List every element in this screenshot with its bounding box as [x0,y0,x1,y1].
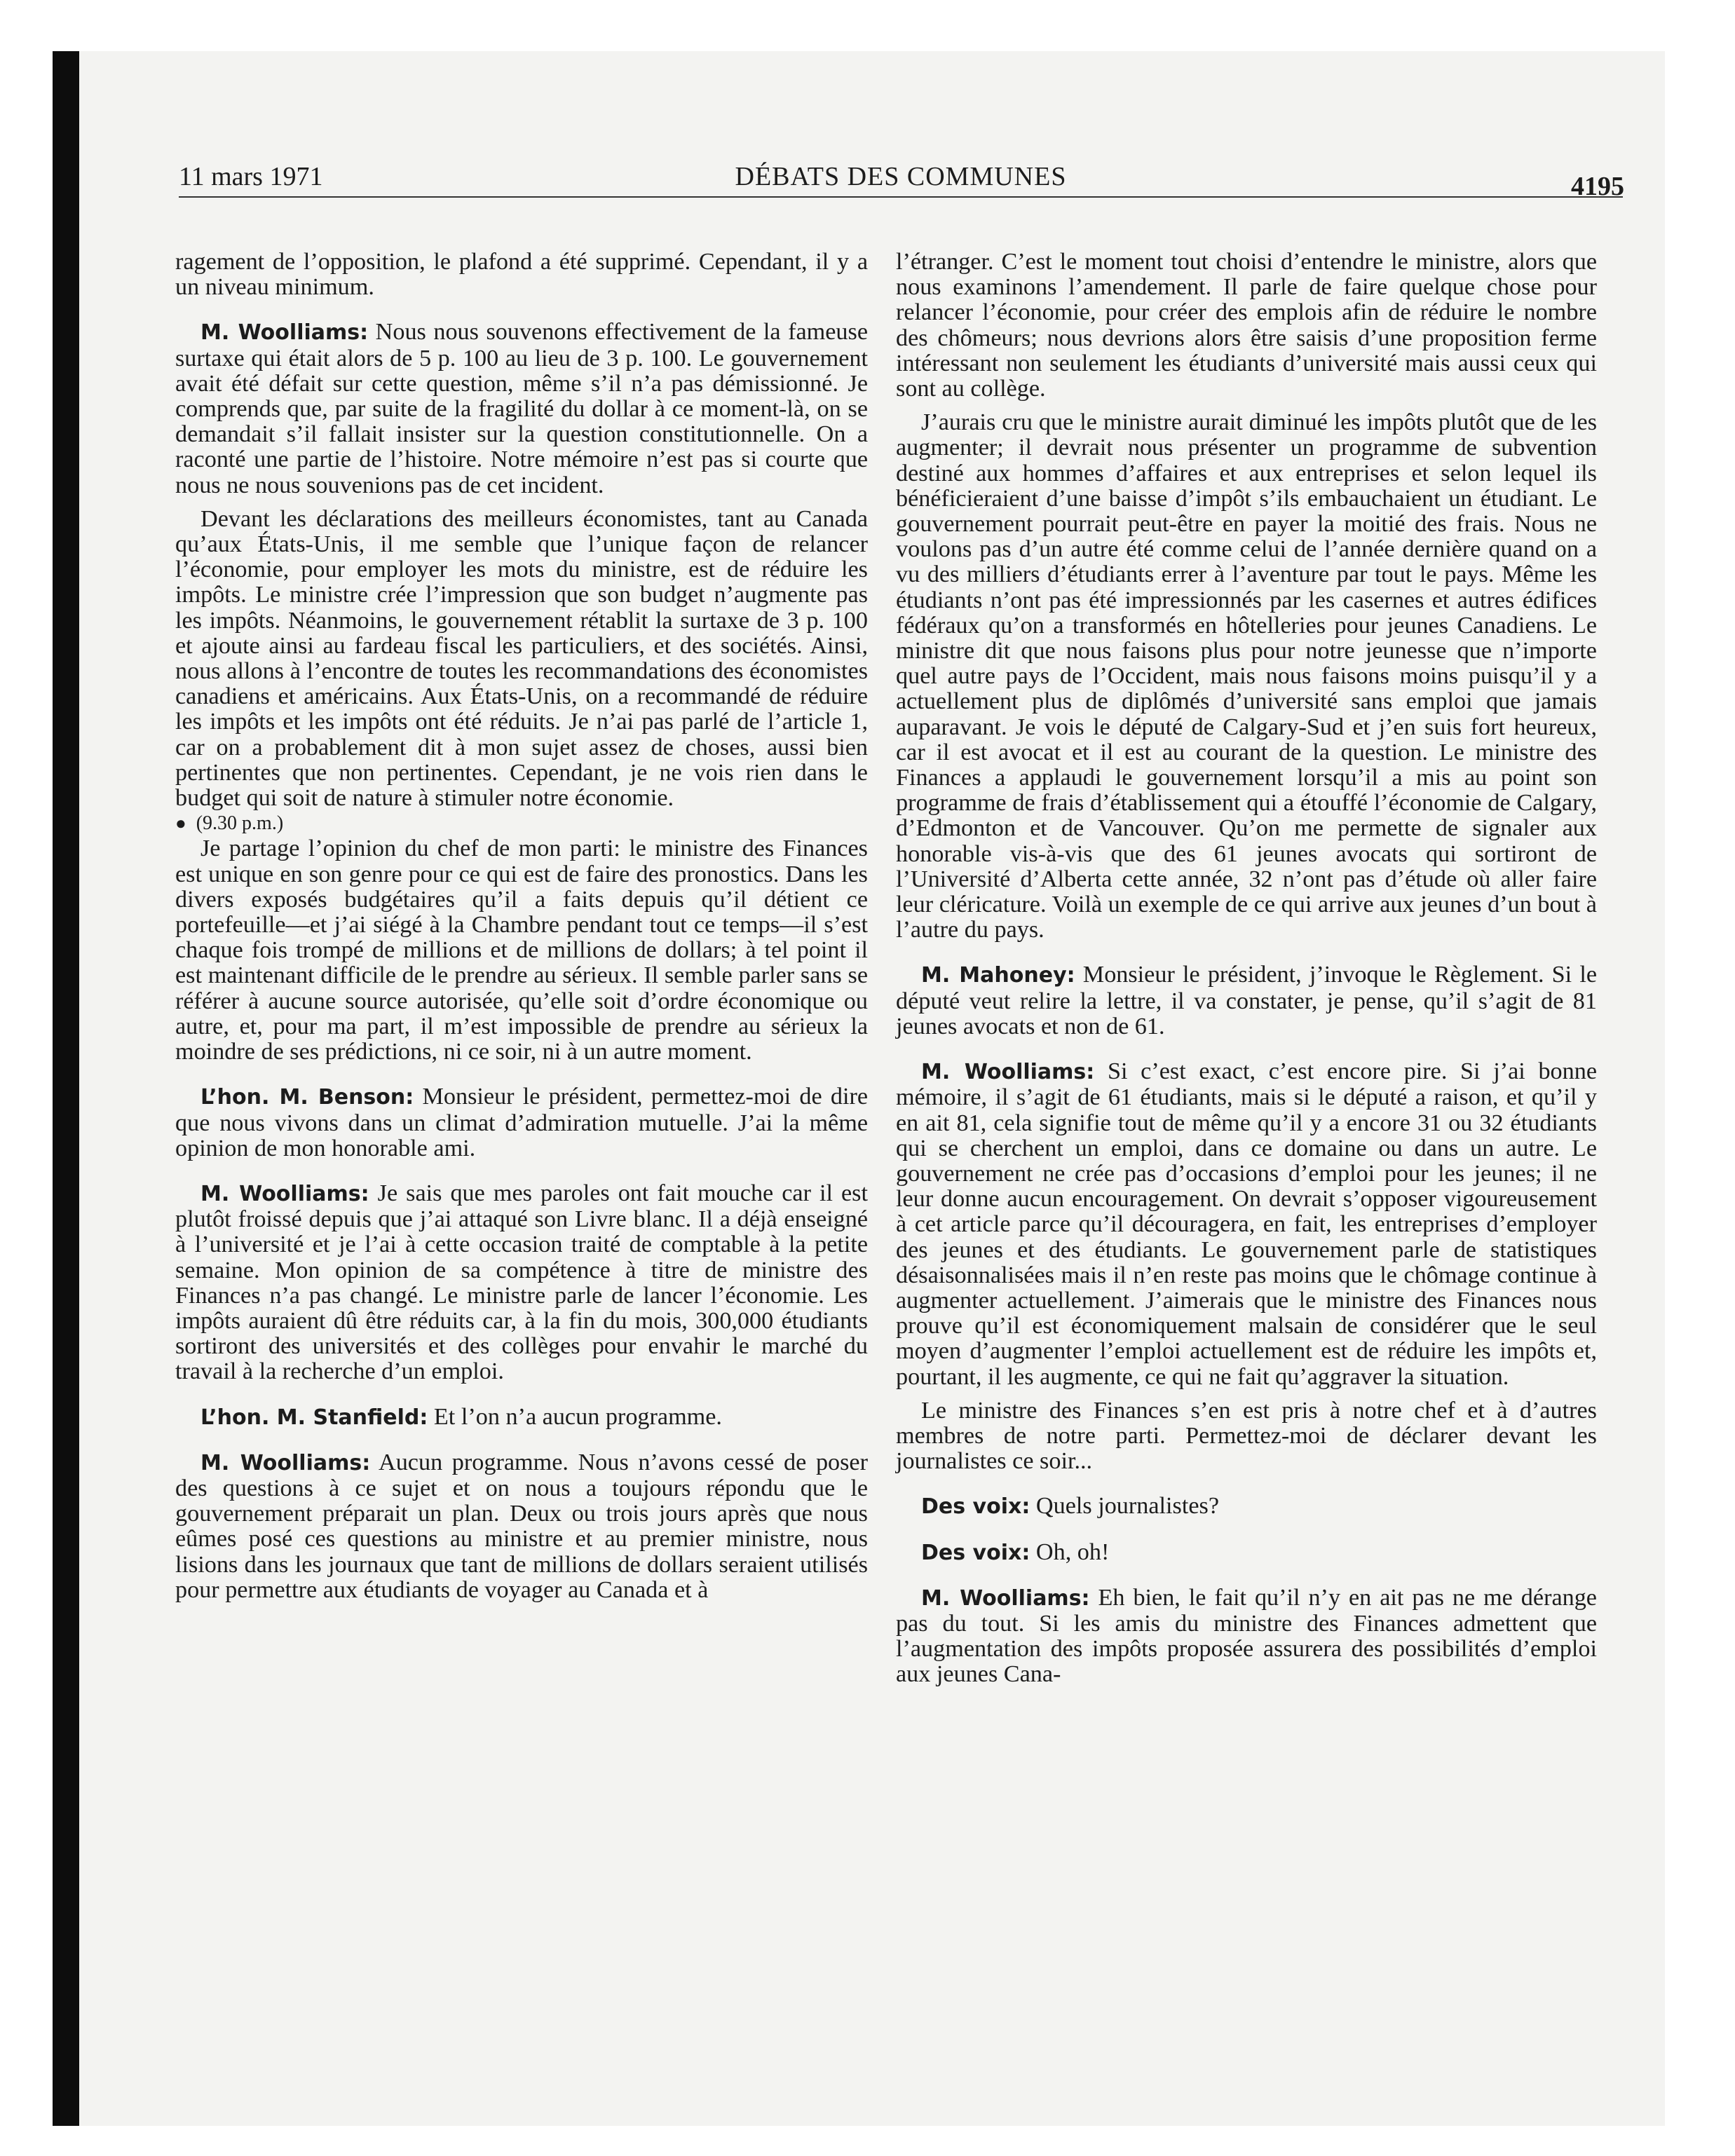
speech-text: Oh, oh! [1035,1538,1110,1565]
speech [175,1450,868,1603]
speech [896,1494,1597,1520]
speaker-name: M. Woolliams: [200,1450,371,1475]
paragraph-text: Le ministre des Finances s’en est pris à notre chef et à d’autres membres de notre parti. Permettez-moi de déclarer devant les journalistes ce soir... [896,1397,1597,1475]
speaker-name: M. Woolliams: [921,1060,1095,1085]
speech [896,1540,1597,1566]
speaker-name: L’hon. M. Stanfield: [200,1405,428,1430]
paragraph [896,410,1597,943]
bullet-icon: ● [175,813,186,834]
speech-text: Si c’est exact, c’est encore pire. Si j’ai bonne mémoire, il s’agit de 61 étudiants, mais si le député a raison, et qu’il y en ait 81, cela signifie tout de même qu’il y a encore 31 ou 32 étudiants qui se cherchent un emploi, dans ce domaine ou dans un autre. Le gouvernement ne crée pas d’occasions d’emploi pour les jeunes; il ne leur donne aucun encouragement. On devrait s’opposer vigoureusement à cet article parce qu’il découragera, en fait, les entreprises d’employer des jeunes et des étudiants. Le gouvernement parle de statistiques désaisonnalisées mais il n’en reste pas moins que le chômage continue à augmenter actuellement. J’aimerais que le ministre des Finances nous prouve qu’il est économiquement malsain de considérer que le seul moyen d’augmenter l’emploi actuellement est de réduire les impôts et, pourtant, il les augmente, ce qui ne fait qu’aggraver la situation. [896,1058,1598,1390]
page-header [179,158,1624,201]
speaker-name: Des voix: [921,1540,1030,1565]
paragraph [896,1398,1597,1475]
speech-text: Aucun programme. Nous n’avons cessé de poser des questions à ce sujet et on nous a toujours répondu que le gouvernement préparait un plan. Deux ou trois jours après que nous eûmes posé ces questions au ministre et au premier ministre, nous lisions dans les journaux que tant de millions de dollars seraient utilisés pour permettre aux étudiants de voyager au Canada et à [175,1449,868,1603]
speaker-name: Des voix: [921,1494,1030,1520]
page-number: 4195 [1571,172,1624,201]
paragraph [175,507,868,811]
speech [175,1181,868,1385]
speech [896,1585,1597,1688]
left-column [175,250,868,1603]
paragraph-text: l’étranger. C’est le moment tout choisi d’entendre le ministre, alors que nous examinons l’amendement. Il parle de faire quelque chose pour relancer l’économie, pour créer des emplois afin de réduire le nombre des chômeurs; nous devrions alors être saisis d’une proposition ferme intéressant non seulement les étudiants d’université mais aussi ceux qui sont au collège. [896,249,1597,402]
speech-text: Monsieur le président, j’invoque le Règlement. Si le député veut relire la lettre, il va constater, je pense, qu’il s’agit de 81 jeunes avocats et non de 61. [896,962,1597,1039]
speech [175,1405,868,1431]
speech [175,1084,868,1161]
paragraph [175,836,868,1065]
speech-text: Je sais que mes paroles ont fait mouche car il est plutôt froissé depuis que j’ai attaqué son Livre blanc. Il a déjà enseigné à l’université et je l’ai à cette occasion traité de comptable à la petite semaine. Mon opinion de sa compétence à titre de ministre des Finances n’a pas changé. Le ministre parle de lancer l’économie. Les impôts auraient dû être réduits car, à la fin du mois, 300,000 étudiants sortiront des universités et des collèges pour envahir le marché du travail à la recherche d’un emploi. [175,1180,868,1385]
speech-text: Eh bien, le fait qu’il n’y en ait pas ne me dérange pas du tout. Si les amis du ministre des Finances admettent que l’augmentation des impôts proposée assurera des possibilités d’emploi aux jeunes Cana- [896,1584,1597,1688]
speaker-name: M. Woolliams: [200,320,369,346]
speech-text: Nous nous souvenons effectivement de la fameuse surtaxe qui était alors de 5 p. 100 au lieu de 3 p. 100. Le gouvernement avait été défait sur cette question, même s’il n’a pas démissionné. Je comprends que, par suite de la fragilité du dollar à ce moment-là, on se demandait s’il fallait insister sur la question constitutionnelle. On a raconté une partie de l’histoire. Notre mémoire n’est pas si courte que nous ne nous souvenions pas de cet incident. [175,319,869,498]
paragraph-text: ragement de l’opposition, le plafond a été supprimé. Cependant, il y a un niveau minimum. [175,249,868,301]
speaker-name: M. Woolliams: [200,1181,369,1206]
time-marker [175,811,868,836]
paragraph-text: Je partage l’opinion du chef de mon parti: le ministre des Finances est unique en son genre pour ce qui est de faire des pronostics. Dans les divers exposés budgétaires qu’il a faits depuis qu’il détient ce portefeuille—et j’ai siégé à la Chambre pendant tout ce temps—il s’est chaque fois trompé de millions et de millions de dollars; à tel point il est maintenant difficile de le prendre au sérieux. Il semble parler sans se référer à aucune source autorisée, qu’elle soit d’ordre économique ou autre, et, pour ma part, il m’est impossible de prendre au sérieux la moindre de ses prédictions, ni ce soir, ni à un autre moment. [175,835,868,1065]
speech-text: Et l’on n’a aucun programme. [433,1403,722,1430]
speech [175,320,868,498]
speech [896,1059,1597,1390]
speaker-name: L’hon. M. Benson: [200,1085,414,1110]
header-date: 11 mars 1971 [179,162,323,191]
speech-text: Quels journalistes? [1035,1493,1220,1520]
time-text: (9.30 p.m.) [196,812,284,835]
speaker-name: M. Woolliams: [921,1585,1090,1611]
speech-text: Monsieur le président, permettez-moi de dire que nous vivons dans un climat d’admiration mutuelle. J’ai la même opinion de mon honorable ami. [175,1084,869,1161]
paragraph [175,250,868,300]
paragraph-text: Devant les déclarations des meilleurs économistes, tant au Canada qu’aux États-Unis, il me semble que l’unique façon de relancer l’économie, pour employer les mots du ministre, est de réduire les impôts. Le ministre crée l’impression que son budget n’augmente pas les impôts. Néanmoins, le gouvernement rétablit la surtaxe de 3 p. 100 et ajoute ainsi au fardeau fiscal les particuliers, et des sociétés. Ainsi, nous allons à l’encontre de toutes les recommandations des économistes canadiens et américains. Aux États-Unis, on a recommandé de réduire les impôts et les impôts ont été réduits. Je n’ai pas parlé de l’article 1, car on a probablement dit à mon sujet assez de choses, aussi bien pertinentes que non pertinentes. Cependant, je ne vois rien dans le budget qui soit de nature à stimuler notre économie. [175,505,868,812]
paragraph-text: J’aurais cru que le ministre aurait diminué les impôts plutôt que de les augmenter; il devrait nous présenter un programme de subvention destiné aux hommes d’affaires et aux entreprises et selon lequel ils bénéficieraient d’une baisse d’impôt s’ils embauchaient un étudiant. Le gouvernement pourrait peut-être en payer la moitié des frais. Nous ne voulons pas d’un autre été comme celui de l’année dernière quand on a vu des milliers d’étudiants errer à l’aventure par tout le pays. Même les étudiants n’ont pas été impressionnés par les casernes et autres édifices fédéraux qu’on a transformés en hôtelleries pour jeunes Canadiens. Le ministre dit que nous faisons plus pour notre jeunesse que n’importe quel autre pays de l’Occident, mais nous faisons moins puisqu’il y a actuellement plus de diplômés d’université sans emploi que jamais auparavant. Je vois le député de Calgary-Sud et j’en suis fort heureux, car il est avocat et il est au courant de la question. Le ministre des Finances a applaudi le gouvernement lorsqu’il a mis au point son programme de frais d’établissement qui a étouffé l’économie de Calgary, d’Edmonton et de Vancouver. Qu’on me permette de signaler aux honorable vis-à-vis que des 61 jeunes avocats qui sortiront de l’Université d’Alberta cette année, 32 n’ont pas d’étude où aller faire leur cléricature. Voilà un exemple de ce qui arrive aux jeunes d’un bout à l’autre du pays. [896,409,1597,943]
header-title: DÉBATS DES COMMUNES [735,162,1067,191]
right-column [896,250,1597,1688]
paragraph [896,250,1597,402]
speaker-name: M. Mahoney: [921,963,1075,988]
speech [896,962,1597,1039]
